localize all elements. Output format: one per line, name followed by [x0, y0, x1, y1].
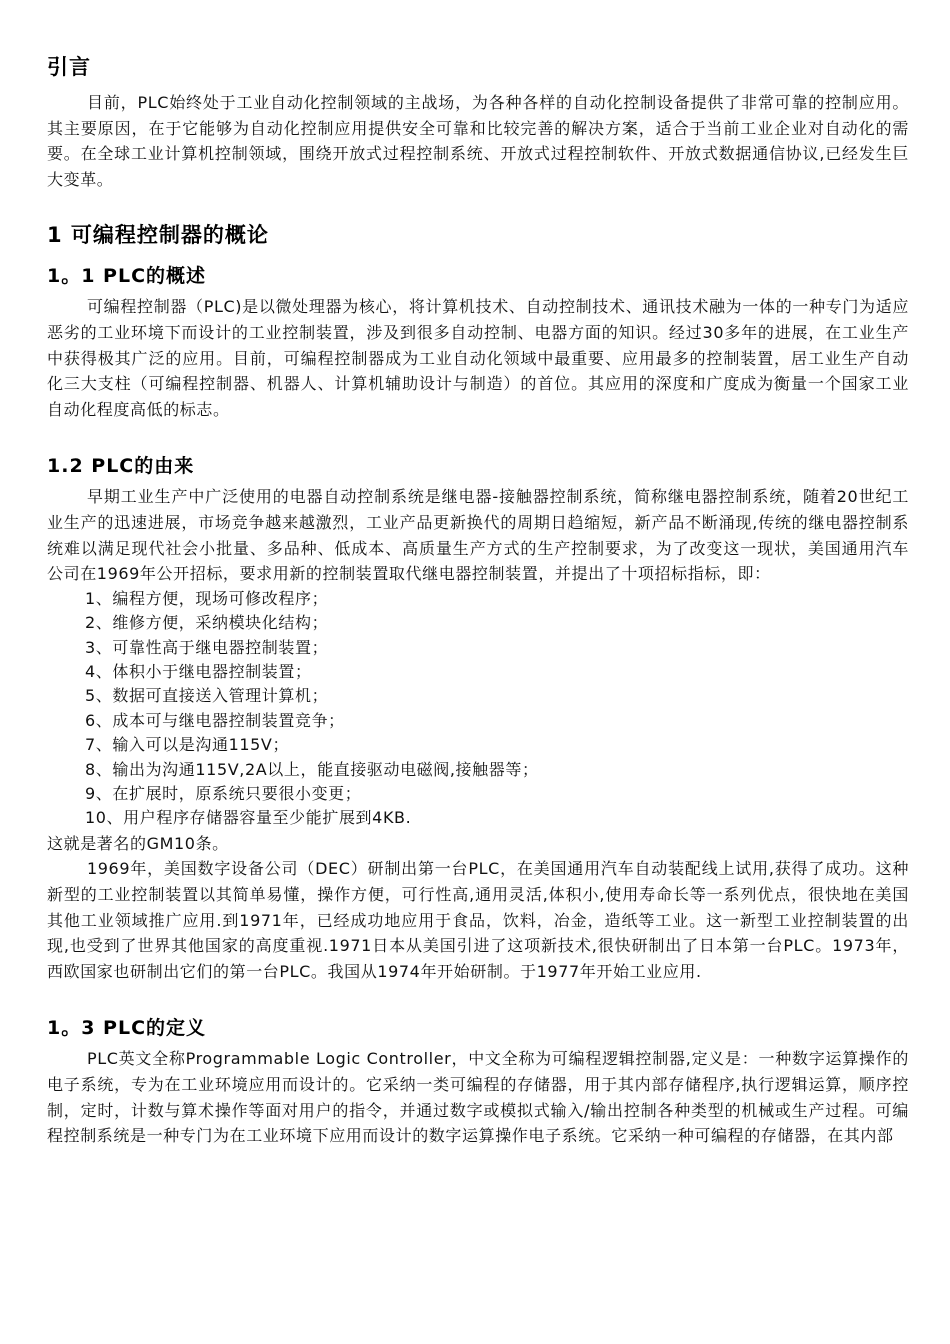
section-1-3-heading: 1。3 PLC的定义 — [47, 1017, 207, 1040]
list-item: 4、体积小于继电器控制装置； — [85, 661, 312, 681]
intro-paragraph: 目前，PLC始终处于工业自动化控制领域的主战场，为各种各样的自动化控制设备提供了非常可靠的控制应用。其主要原因，在于它能够为自动化控制应用提供安全可靠和比较完善的解决方案，适合于当前工业企业对自动化的需要。在全球工业计算机控制领域，围绕开放式过程控制系统、开放式过程控制软件、开放式数据通信协议,已经发生巨大变革。 — [47, 93, 909, 189]
section-1-1-heading: 1。1 PLC的概述 — [47, 265, 207, 288]
list-item: 10、用户程序存储器容量至少能扩展到4KB. — [85, 808, 412, 828]
list-item: 9、在扩展时，原系统只要很小变更； — [85, 783, 362, 803]
document-page — [47, 52, 909, 1149]
list-item: 8、输出为沟通115V,2A以上，能直接驱动电磁阀,接触器等； — [85, 759, 539, 779]
list-item: 2、维修方便，采纳模块化结构； — [85, 613, 329, 633]
gm10-note: 这就是著名的GM10条。 — [47, 833, 229, 853]
section-1-2-paragraph-1: 早期工业生产中广泛使用的电器自动控制系统是继电器-接触器控制系统，简称继电器控制系统，随着20世纪工业生产的迅速进展，市场竞争越来越激烈，工业产品更新换代的周期日趋缩短，新产品不断涌现,传统的继电器控制系统难以满足现代社会小批量、多品种、低成本、高质量生产方式的生产控制要求，为了改变这一现状，美国通用汽车公司在1969年公开招标，要求用新的控制装置取代继电器控制装置，并提出了十项招标指标，即： — [47, 487, 909, 584]
requirements-list — [47, 587, 909, 831]
section-1-3-paragraph: PLC英文全称Programmable Logic Controller，中文全称为可编程逻辑控制器,定义是：一种数字运算操作的电子系统，专为在工业环境应用而设计的。它采纳一类可编程的存储器，用于其内部存储程序,执行逻辑运算，顺序控制，定时，计数与算术操作等面对用户的指令，并通过数字或模拟式输入/输出控制各种类型的机械或生产过程。可编程控制系统是一种专门为在工业环境下应用而设计的数字运算操作电子系统。它采纳一种可编程的存储器，在其内部 — [47, 1049, 909, 1146]
list-item: 3、可靠性高于继电器控制装置； — [85, 637, 329, 657]
list-item: 1、编程方便，现场可修改程序； — [85, 588, 329, 608]
list-item: 5、数据可直接送入管理计算机； — [85, 686, 329, 706]
intro-heading: 引言 — [47, 55, 91, 79]
section-1-1-paragraph: 可编程控制器（PLC)是以微处理器为核心，将计算机技术、自动控制技术、通讯技术融为一体的一种专门为适应恶劣的工业环境下而设计的工业控制装置，涉及到很多自动控制、电器方面的知识。经过30多年的进展，在工业生产中获得极其广泛的应用。目前，可编程控制器成为工业自动化领域中最重要、应用最多的控制装置，居工业生产自动化三大支柱（可编程控制器、机器人、计算机辅助设计与制造）的首位。其应用的深度和广度成为衡量一个国家工业自动化程度高低的标志。 — [47, 297, 909, 419]
chapter-1-heading: 1 可编程控制器的概论 — [47, 223, 269, 248]
section-1-2-paragraph-2: 1969年，美国数字设备公司（DEC）研制出第一台PLC，在美国通用汽车自动装配线上试用,获得了成功。这种新型的工业控制装置以其简单易懂，操作方便，可行性高,通用灵活,体积小,使用寿命长等一系列优点，很快地在美国其他工业领域推广应用.到1971年，已经成功地应用于食品，饮料，冶金，造纸等工业。这一新型工业控制装置的出现,也受到了世界其他国家的高度重视.1971日本从美国引进了这项新技术,很快研制出了日本第一台PLC。1973年，西欧国家也研制出它们的第一台PLC。我国从1974年开始研制。于1977年开始工业应用. — [47, 859, 909, 981]
list-item: 7、输入可以是沟通115V； — [85, 735, 290, 755]
section-1-2-heading: 1.2 PLC的由来 — [47, 455, 195, 478]
list-item: 6、成本可与继电器控制装置竞争； — [85, 710, 345, 730]
